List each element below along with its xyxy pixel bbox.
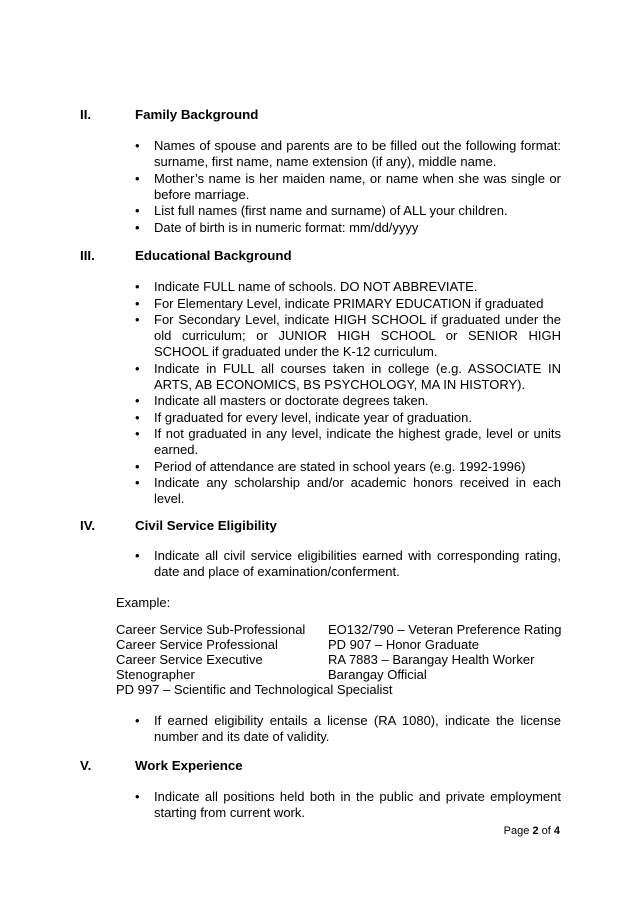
table-cell: Career Service Sub-Professional bbox=[116, 622, 306, 637]
table-cell: EO132/790 – Veteran Preference Rating bbox=[328, 622, 562, 637]
list-item: • Indicate any scholarship and/or academic honors received in each level. bbox=[135, 475, 561, 507]
table-row bbox=[116, 622, 561, 637]
example-full-line: PD 997 – Scientific and Technological Specialist bbox=[116, 682, 393, 697]
example-label: Example: bbox=[116, 595, 171, 610]
section-title-work-experience: Work Experience bbox=[135, 758, 243, 773]
civil-service-list-after bbox=[135, 713, 561, 746]
table-row bbox=[116, 652, 561, 667]
list-item: • Indicate in FULL all courses taken in college (e.g. ASSOCIATE IN ARTS, AB ECONOMICS, BS PSYCHOLOGY, MA IN HISTORY). bbox=[135, 361, 561, 393]
civil-service-list bbox=[135, 548, 561, 581]
page-total: 4 bbox=[553, 825, 560, 837]
list-item: • Indicate FULL name of schools. DO NOT ABBREVIATE. bbox=[135, 279, 561, 295]
list-item: • Indicate all civil service eligibilities earned with corresponding rating, date and place of examination/conferment. bbox=[135, 548, 561, 580]
page-label: Page bbox=[503, 825, 530, 837]
list-item: • Indicate all positions held both in the public and private employment starting from current work. bbox=[135, 789, 561, 821]
table-cell: PD 907 – Honor Graduate bbox=[328, 637, 480, 652]
table-cell: Barangay Official bbox=[328, 667, 427, 682]
section-title-educational-background: Educational Background bbox=[135, 248, 292, 263]
of-label: of bbox=[541, 825, 551, 837]
section-number: V. bbox=[80, 758, 92, 773]
list-item: • Names of spouse and parents are to be filled out the following format: surname, first name, name extension (if any), middle name. bbox=[135, 138, 561, 170]
table-cell: Stenographer bbox=[116, 667, 195, 682]
table-cell: RA 7883 – Barangay Health Worker bbox=[328, 652, 535, 667]
page-footer bbox=[504, 824, 560, 838]
page-number: 2 bbox=[532, 825, 539, 837]
table-row bbox=[116, 667, 561, 682]
section-number: II. bbox=[80, 107, 92, 122]
list-item: • If graduated for every level, indicate year of graduation. bbox=[135, 410, 561, 426]
work-experience-list bbox=[135, 789, 561, 822]
list-item: • List full names (first name and surname) of ALL your children. bbox=[135, 203, 561, 219]
list-item: • For Secondary Level, indicate HIGH SCHOOL if graduated under the old curriculum; or JUNIOR HIGH SCHOOL or SENIOR HIGH SCHOOL if graduated under the K-12 curriculum. bbox=[135, 312, 561, 360]
section-number: III. bbox=[80, 248, 95, 263]
list-item: • If not graduated in any level, indicate the highest grade, level or units earned. bbox=[135, 426, 561, 458]
list-item: • Mother’s name is her maiden name, or name when she was single or before marriage. bbox=[135, 171, 561, 203]
eligibility-examples bbox=[116, 622, 561, 682]
list-item: • Date of birth is in numeric format: mm/dd/yyyy bbox=[135, 220, 561, 236]
list-item: • If earned eligibility entails a license (RA 1080), indicate the license number and its date of validity. bbox=[135, 713, 561, 745]
list-item: • Period of attendance are stated in school years (e.g. 1992-1996) bbox=[135, 459, 561, 475]
table-cell: Career Service Professional bbox=[116, 637, 278, 652]
section-number: IV. bbox=[80, 518, 96, 533]
table-row bbox=[116, 637, 561, 652]
educational-background-list bbox=[135, 279, 561, 508]
section-title-family-background: Family Background bbox=[135, 107, 259, 122]
list-item: • Indicate all masters or doctorate degrees taken. bbox=[135, 393, 561, 409]
table-cell: Career Service Executive bbox=[116, 652, 263, 667]
section-title-civil-service-eligibility: Civil Service Eligibility bbox=[135, 518, 277, 533]
family-background-list bbox=[135, 138, 561, 236]
list-item: • For Elementary Level, indicate PRIMARY EDUCATION if graduated bbox=[135, 296, 561, 312]
